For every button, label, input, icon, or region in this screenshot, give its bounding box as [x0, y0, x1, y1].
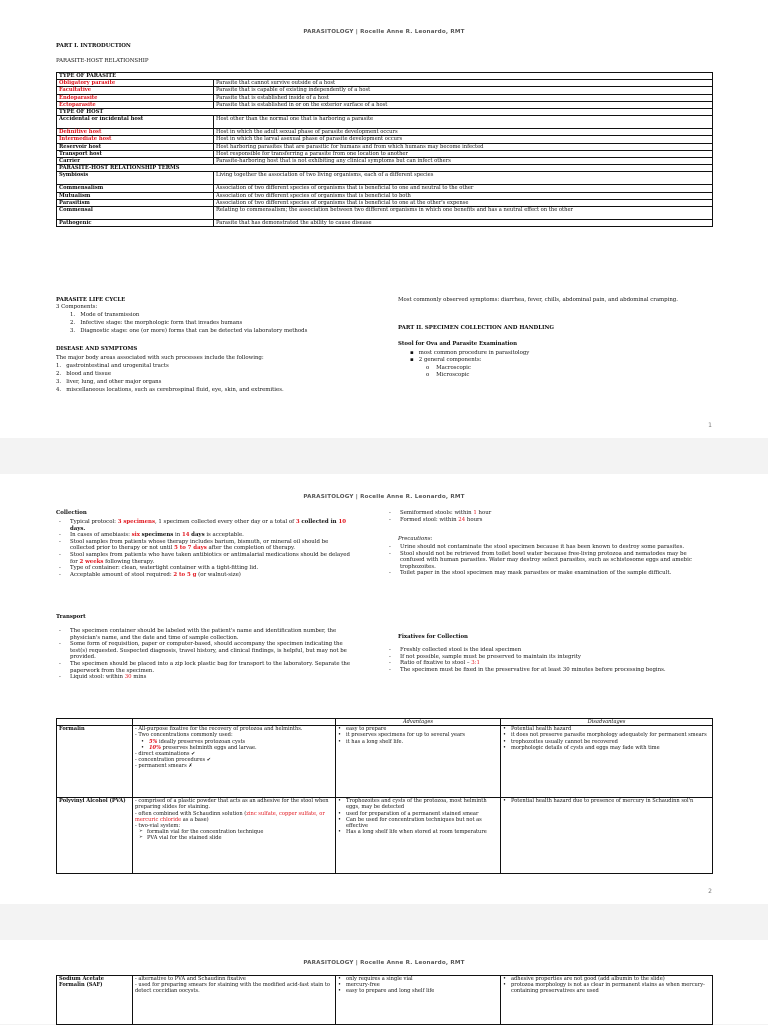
- definition-cell: Living together the association of two living organisms, each of a different species: [214, 172, 713, 185]
- table-row: [57, 158, 713, 165]
- transport-item: - Some form of requisition, paper or computer-based, should accompany the specimen indicating the test(s) requested. Suspected diagnosis, travel history, and clinical findings, is helpful, but may not be provided.: [56, 641, 358, 661]
- sub-component: o Macroscopic: [426, 364, 471, 371]
- table-row: [57, 94, 713, 101]
- table-row: [57, 87, 713, 94]
- definition-cell: Host in which the larval asexual phase of parasite development occurs: [214, 136, 713, 143]
- lifecycle-title: PARASITE LIFE CYCLE: [56, 297, 126, 303]
- collection-item: - Acceptable amount of stool required: 2 to 5 g (or walnut-size): [56, 572, 354, 579]
- running-header: PARASITOLOGY | Rocelle Anne R. Leonardo, RMT: [303, 494, 465, 500]
- page-3: [0, 940, 768, 1024]
- definition-cell: Association of two different species of organisms that is beneficial to one at the other's expense: [214, 199, 713, 206]
- term-cell: Pathogenic: [57, 220, 214, 227]
- page-1: [0, 0, 768, 438]
- advantages-header: Advantages: [336, 719, 501, 726]
- term-cell: Commensalism: [57, 185, 214, 192]
- saf-table: [56, 975, 713, 1025]
- table-section-row: [57, 73, 713, 80]
- table-row: [57, 101, 713, 108]
- definition-cell: Parasite that is capable of existing independently of a host: [214, 87, 713, 94]
- table-row: [57, 150, 713, 157]
- stool-time-list: [386, 510, 708, 523]
- components-intro: 3 Components:: [56, 304, 98, 310]
- area-item: 1. gastrointestinal and urogenital tracts: [56, 363, 169, 369]
- term-cell: TYPE OF PARASITE: [57, 73, 713, 80]
- pva-label: Polyvinyl Alcohol (PVA): [57, 798, 133, 874]
- definition-cell: Parasite that is established inside of a host: [214, 94, 713, 101]
- definition-cell: Parasite that has demonstrated the ability to cause disease: [214, 220, 713, 227]
- fixative-item: - If not possible, sample must be preserved to maintain its integrity: [386, 654, 708, 661]
- transport-title: Transport: [56, 614, 86, 620]
- formalin-disadvantages: • Potential health hazard • it does not preserve parasite morphology adequately for permanent smears • trophozoites usually cannot be recovered • morphologic details of cysts and eggs may fade with time: [501, 726, 713, 798]
- table-row: [57, 185, 713, 192]
- transport-item: - The specimen should be placed into a zip lock plastic bag for transport to the laboratory. Separate the paperwork from the specimen.: [56, 661, 358, 674]
- fixative-item: - Ratio of fixative to stool – 3:1: [386, 660, 708, 667]
- sub-component: o Microscopic: [426, 372, 470, 379]
- saf-description: - alternative to PVA and Schaudinn fixative - used for preparing smears for staining with the modified acid-fast stain to detect coccidian oocysts.: [133, 976, 336, 1025]
- term-cell: Reservoir host: [57, 143, 214, 150]
- term-cell: Parasitism: [57, 199, 214, 206]
- table-row: [57, 116, 713, 129]
- formalin-label: Formalin: [57, 726, 133, 798]
- definition-cell: Relating to commensalism; the association between two different organisms in which one benefits and has a neutral effect on the other: [214, 207, 713, 220]
- fixatives-list: [386, 647, 708, 673]
- definition-cell: Host other than the normal one that is harboring a parasite: [214, 116, 713, 129]
- table-row: [57, 136, 713, 143]
- fixative-item: - The specimen must be fixed in the preservative for at least 30 minutes before processing begins.: [386, 667, 708, 674]
- term-cell: Mutualism: [57, 192, 214, 199]
- stool-point: ▪ most common procedure in parasitology: [410, 350, 530, 356]
- term-cell: Facultative: [57, 87, 214, 94]
- precaution-item: - Stool should not be retrieved from toilet bowl water because free-living protozoa and nematodes may be confused with human parasites. Water may destroy select parasites, such as schistosome eggs and amebic trophozoites.: [386, 551, 708, 571]
- table-row: [57, 220, 713, 227]
- collection-item: - In cases of amebiasis: six specimens in 14 days is acceptable.: [56, 532, 354, 539]
- precaution-item: - Urine should not contaminate the stool specimen because it has been known to destroy some parasites.: [386, 544, 708, 551]
- semiformed-item: - Semiformed stools: within 1 hour: [386, 510, 708, 517]
- fixative-item: - Freshly collected stool is the ideal specimen: [386, 647, 708, 654]
- definition-cell: Association of two different species of organisms that is beneficial to one and neutral to the other: [214, 185, 713, 192]
- table-row: [57, 143, 713, 150]
- collection-item: - Stool samples from patients who have taken antibiotics or antimalarial medications should be delayed for 2 weeks following therapy.: [56, 552, 354, 565]
- symptoms-text: Most commonly observed symptoms: diarrhea, fever, chills, abdominal pain, and abdominal cramping.: [398, 297, 678, 303]
- definition-cell: Parasite that is established in or on the exterior surface of a host: [214, 101, 713, 108]
- running-header: PARASITOLOGY | Rocelle Anne R. Leonardo, RMT: [303, 960, 465, 966]
- collection-title: Collection: [56, 510, 87, 516]
- collection-list: [56, 519, 354, 578]
- table-row: [57, 199, 713, 206]
- disadvantages-header: Disadvantages: [501, 719, 713, 726]
- term-cell: Carrier: [57, 158, 214, 165]
- term-cell: Definitive host: [57, 129, 214, 136]
- area-item: 3. liver, lung, and other major organs: [56, 379, 162, 386]
- definition-cell: Host responsible for transferring a parasite from one location to another: [214, 150, 713, 157]
- term-cell: Endoparasite: [57, 94, 214, 101]
- collection-item: - Type of container: clean, watertight container with a tight-fitting lid.: [56, 565, 354, 572]
- precautions-list: [386, 544, 708, 577]
- definition-cell: Host harboring parasites that are parasitic for humans and from which humans may become infected: [214, 143, 713, 150]
- term-cell: Commensal: [57, 207, 214, 220]
- disease-intro: The major body areas associated with such processes include the following:: [56, 355, 264, 361]
- term-cell: Intermediate host: [57, 136, 214, 143]
- body-areas-list: [56, 363, 284, 394]
- stool-title: Stool for Ova and Parasite Examination: [398, 341, 518, 347]
- component-item: 3. Diagnostic stage: one (or more) forms that can be detected via laboratory methods: [70, 327, 308, 334]
- definition-cell: Parasite that cannot survive outside of a host: [214, 80, 713, 87]
- definition-cell: Association of two different species of organisms that is beneficial to both: [214, 192, 713, 199]
- precautions-title: Precautions:: [398, 536, 433, 542]
- collection-item: - Stool samples from patients whose therapy includes barium, bismuth, or mineral oil should be collected prior to therapy or not until 5 to 7 days after the completion of therapy.: [56, 539, 354, 552]
- page-number: 2: [708, 888, 712, 895]
- transport-list: [56, 628, 358, 681]
- component-item: 1. Mode of transmission: [70, 312, 140, 318]
- relationship-subtitle: PARASITE-HOST RELATIONSHIP: [56, 58, 149, 64]
- table-row: [57, 192, 713, 199]
- table-row: [57, 207, 713, 220]
- formalin-advantages: • easy to prepare • it preserves specimens for up to several years • it has a long shelf life.: [336, 726, 501, 798]
- term-cell: Transport host: [57, 150, 214, 157]
- term-cell: Ectoparasite: [57, 101, 214, 108]
- area-item: 2. blood and tissue: [56, 371, 112, 378]
- precaution-item: - Toilet paper in the stool specimen may mask parasites or make examination of the sample difficult.: [386, 570, 708, 577]
- fixatives-title: Fixatives for Collection: [398, 634, 468, 640]
- disease-title: DISEASE AND SYMPTOMS: [56, 346, 138, 352]
- transport-item: - Liquid stool: within 30 mins: [56, 674, 358, 681]
- pva-advantages: • Trophozoites and cysts of the protozoa, most helminth eggs, may be detected • used for preparation of a permanent stained smear • Can be used for concentration techniques but not as effective • Has a long shelf life when stored at room temperature: [336, 798, 501, 874]
- area-item: 4. miscellaneous locations, such as cerebrospinal fluid, eye, skin, and extremities.: [56, 387, 284, 394]
- term-cell: PARASITE-HOST RELATIONSHIP TERMS: [57, 165, 713, 172]
- collection-item: - Typical protocol: 3 specimens, 1 specimen collected every other day or a total of 3 collected in 10 days.: [56, 519, 354, 532]
- table-row: [57, 80, 713, 87]
- table-row: [57, 172, 713, 185]
- fixatives-table: [56, 718, 713, 874]
- transport-item: - The specimen container should be labeled with the patient's name and identification number, the physician's name, and the date and time of sample collection.: [56, 628, 358, 641]
- page-2: [0, 474, 768, 904]
- components-list: [68, 312, 307, 334]
- saf-label: Sodium Acetate Formalin (SAF): [57, 976, 133, 1025]
- stool-points: [398, 350, 529, 379]
- definition-cell: Host in which the adult sexual phase of parasite development occurs: [214, 129, 713, 136]
- term-cell: Symbiosis: [57, 172, 214, 185]
- saf-disadvantages: • adhesive properties are not good (add albumin to the slide) • protozoa morphology is not as clear in permanent stains as when mercury-containing preservatives are used: [501, 976, 713, 1025]
- formed-item: - Formed stool: within 24 hours: [386, 517, 708, 524]
- parasite-host-table: [56, 72, 713, 227]
- running-header: PARASITOLOGY | Rocelle Anne R. Leonardo, RMT: [303, 29, 465, 35]
- term-cell: Obligatory parasite: [57, 80, 214, 87]
- saf-advantages: • only requires a single vial • mercury-free • easy to prepare and long shelf life: [336, 976, 501, 1025]
- stool-point: ▪ 2 general components:: [410, 356, 482, 363]
- component-item: 2. Infective stage: the morphologic form that invades humans: [70, 319, 243, 326]
- table-section-row: [57, 109, 713, 116]
- part1-title: PART I. INTRODUCTION: [56, 43, 131, 49]
- term-cell: Accidental or incidental host: [57, 116, 214, 129]
- definition-cell: Parasite-harboring host that is not exhibiting any clinical symptoms but can infect others: [214, 158, 713, 165]
- term-cell: TYPE OF HOST: [57, 109, 713, 116]
- table-section-row: [57, 165, 713, 172]
- pva-disadvantages: • Potential health hazard due to presence of mercury in Schaudinn sol'n: [501, 798, 713, 874]
- page-number: 1: [708, 422, 712, 429]
- part2-title: PART II. SPECIMEN COLLECTION AND HANDLING: [398, 325, 555, 331]
- pva-description: - comprised of a plastic powder that acts as an adhesive for the stool when preparing slides for staining. - often combined with Schaudinn solution (zinc sulfate, copper sulfate, or mercuric chloride as a base) - two-vial system: ➢ formalin vial for the concentration technique ➢ PVA vial for the stained slide: [133, 798, 336, 874]
- formalin-description: - All-purpose fixative for the recovery of protozoa and helminths. - Two concentrations commonly used: • 5% ideally preserves protozoan cysts • 10% preserves helminth eggs and larvae. - direct examinations ✔ - concentration procedures ✔ - permanent smears ✗: [133, 726, 336, 798]
- table-row: [57, 129, 713, 136]
